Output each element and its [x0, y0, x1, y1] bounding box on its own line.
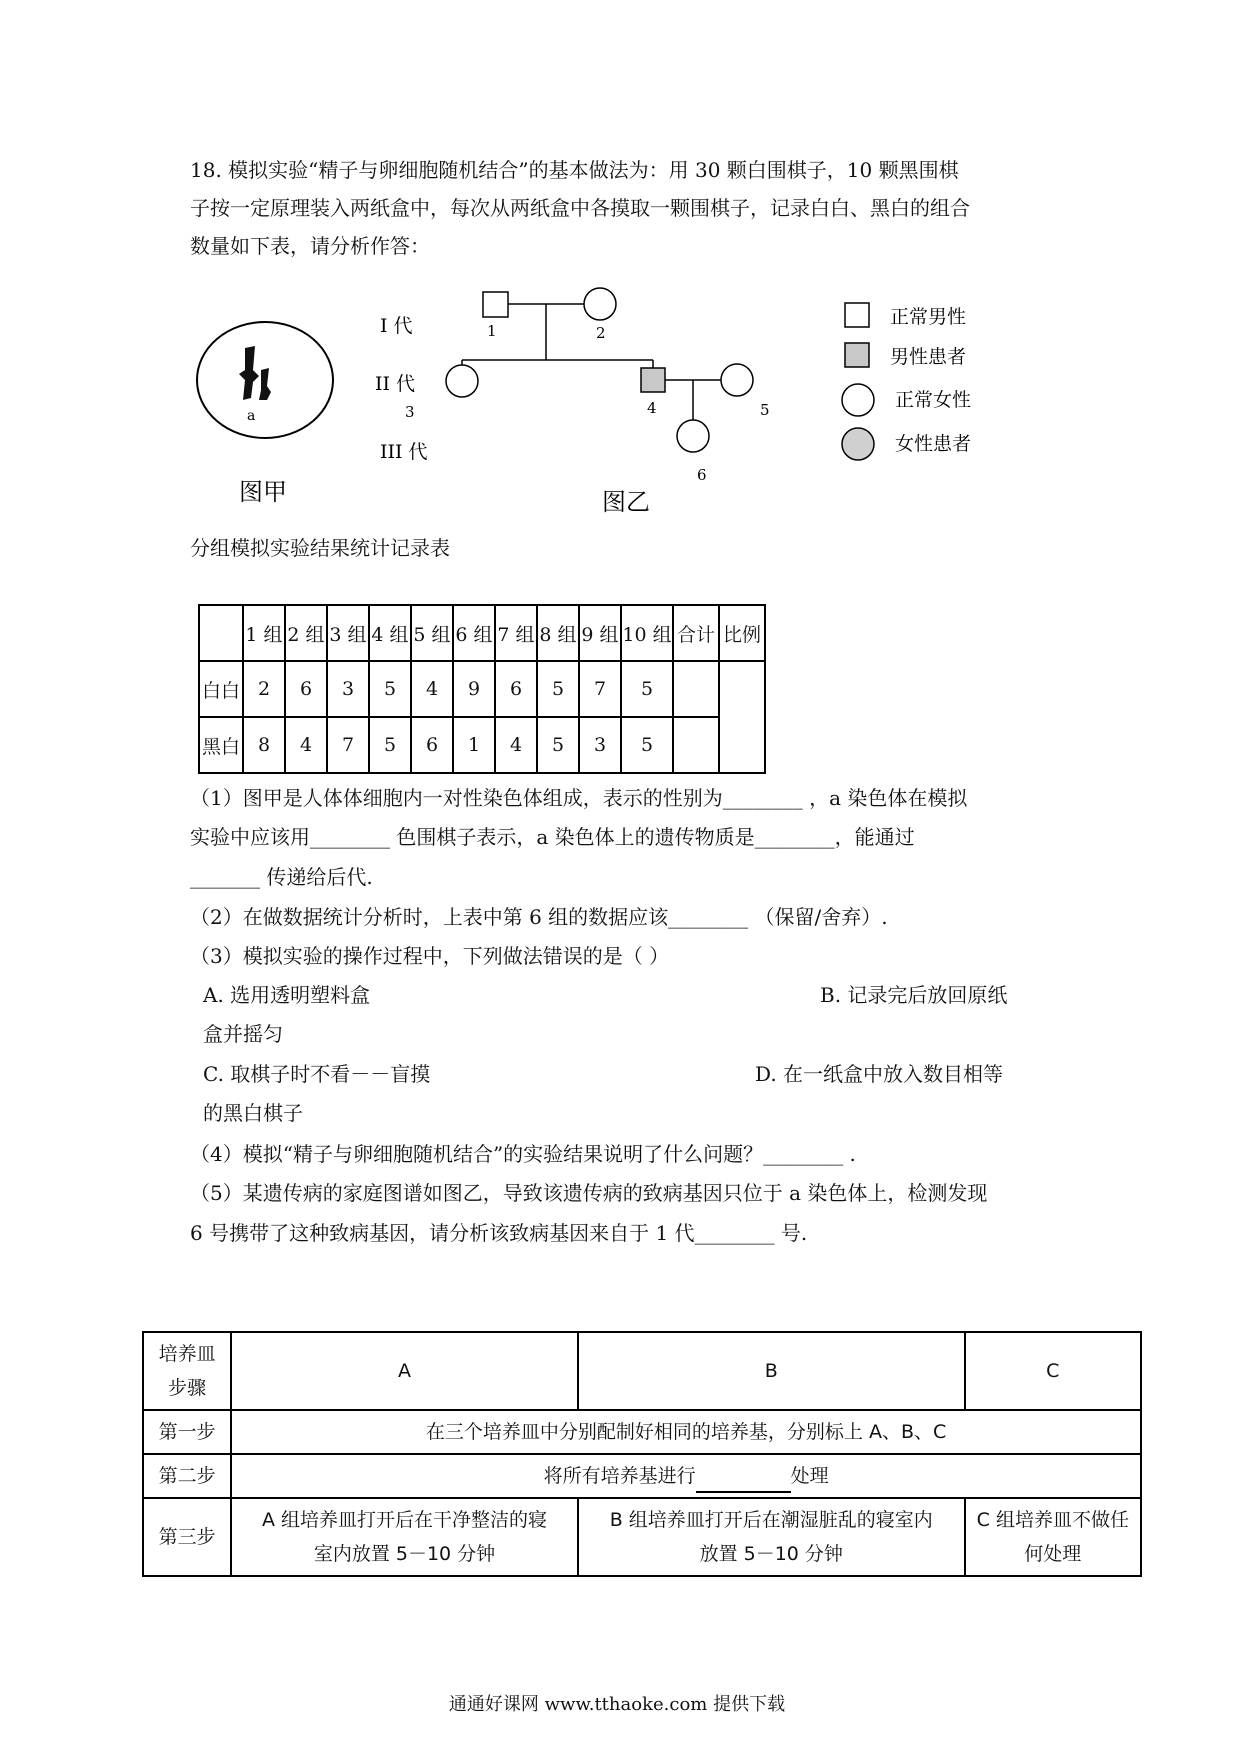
- option-a: A. 选用透明塑料盒: [203, 983, 371, 1007]
- pedigree-legend: [840, 298, 1040, 478]
- table1-header-cell: 9 组: [579, 605, 621, 661]
- legend-normal-male: 正常男性: [890, 306, 967, 328]
- number-3: 3: [405, 403, 415, 421]
- table1-header-cell: 7 组: [495, 605, 537, 661]
- corner-line-2: 步骤: [168, 1377, 207, 1399]
- number-5: 5: [760, 401, 770, 419]
- table1-header-cell: 5 组: [411, 605, 453, 661]
- experiment-results-table: [198, 604, 766, 774]
- culture-dish-table: [142, 1331, 1142, 1577]
- table1-header-cell: 合计: [673, 605, 719, 661]
- q1-line-c: _______ 传递给后代.: [190, 865, 373, 889]
- table1-cell: 6: [495, 661, 537, 717]
- generation-3-label: III 代: [380, 441, 428, 463]
- table1-cell: 8: [243, 717, 285, 773]
- q1-line-b: 实验中应该用________ 色围棋子表示，a 染色体上的遗传物质是________，能通过: [190, 825, 915, 849]
- table1-header-cell: 2 组: [285, 605, 327, 661]
- number-6: 6: [697, 466, 707, 484]
- step2-cell: [231, 1454, 1141, 1498]
- step1-text: 在三个培养皿中分别配制好相同的培养基，分别标上 A、B、C: [231, 1410, 1141, 1454]
- table1-header-cell: 10 组: [621, 605, 673, 661]
- table1-header-cell: 8 组: [537, 605, 579, 661]
- table1-header-cell: 4 组: [369, 605, 411, 661]
- step3-a-line-1: A 组培养皿打开后在干净整洁的寝: [261, 1509, 548, 1531]
- option-b-cont: 盒并摇匀: [203, 1022, 283, 1046]
- table1-header-cell: 比例: [719, 605, 765, 661]
- q1-line-a: （1）图甲是人体体细胞内一对性染色体组成，表示的性别为________ ，a 染色体在模拟: [190, 786, 968, 810]
- chromosome-label: a: [247, 408, 256, 424]
- table1-cell: 5: [621, 717, 673, 773]
- table1-header-cell: 1 组: [243, 605, 285, 661]
- number-2: 2: [596, 324, 606, 342]
- legend-affected-male: 男性患者: [890, 346, 967, 368]
- individual-3-normal-female: [446, 365, 478, 397]
- chromosome-y: [259, 368, 271, 400]
- table1-cell: 6: [285, 661, 327, 717]
- corner-line-1: 培养皿: [158, 1343, 216, 1365]
- table1-header-cell: 3 组: [327, 605, 369, 661]
- table2-col-a: A: [231, 1332, 578, 1410]
- number-1: 1: [487, 322, 497, 340]
- table1-cell: 5: [369, 717, 411, 773]
- table2-col-c: C: [965, 1332, 1141, 1410]
- table2-corner-cell: [143, 1332, 231, 1410]
- table1-cell: 黑白: [199, 717, 243, 773]
- table1-row-white-white: [199, 661, 765, 717]
- table1-cell: 3: [579, 717, 621, 773]
- individual-4-affected-male: [641, 368, 665, 392]
- table1-cell-ratio: [719, 661, 765, 773]
- table1-cell: 3: [327, 661, 369, 717]
- figure-yi-caption: 图乙: [602, 488, 650, 516]
- step3-c-cell: [965, 1498, 1141, 1576]
- table1-header-row: [199, 605, 765, 661]
- chromosome-x: [239, 346, 259, 400]
- table1-cell: 9: [453, 661, 495, 717]
- q5-line-a: （5）某遗传病的家庭图谱如图乙，导致该遗传病的致病基因只位于 a 染色体上，检测发现: [190, 1181, 988, 1205]
- generation-1-label: I 代: [380, 315, 413, 337]
- table1-row-black-white: [199, 717, 765, 773]
- figure-yi-pedigree: [370, 280, 820, 525]
- option-b: B. 记录完后放回原纸: [820, 983, 1008, 1007]
- table1-cell: 4: [411, 661, 453, 717]
- table2-col-b: B: [578, 1332, 965, 1410]
- individual-2-normal-female: [584, 288, 616, 320]
- table2-step3-row: [143, 1498, 1141, 1576]
- number-4: 4: [647, 399, 657, 417]
- individual-1-normal-male: [483, 292, 508, 317]
- question-line-3: 数量如下表，请分析作答：: [190, 234, 430, 258]
- table1-cell: [673, 717, 719, 773]
- step3-label: 第三步: [143, 1498, 231, 1576]
- option-c: C. 取棋子时不看－－盲摸: [203, 1062, 431, 1086]
- q4-line: （4）模拟“精子与卵细胞随机结合”的实验结果说明了什么问题？________ .: [190, 1142, 856, 1166]
- step2-before: 将所有培养基进行: [543, 1465, 696, 1487]
- table2-step2-row: [143, 1454, 1141, 1498]
- table1-cell: [673, 661, 719, 717]
- question-line-2: 子按一定原理装入两纸盒中，每次从两纸盒中各摸取一颗围棋子，记录白白、黑白的组合: [190, 196, 970, 220]
- table1-cell: 5: [537, 661, 579, 717]
- q3-line: （3）模拟实验的操作过程中，下列做法错误的是（ ）: [190, 944, 670, 968]
- table1-cell: 5: [537, 717, 579, 773]
- table2-step1-row: [143, 1410, 1141, 1454]
- step3-c-line-1: C 组培养皿不做任: [976, 1509, 1129, 1531]
- step2-after: 处理: [790, 1465, 829, 1487]
- legend-affected-female-icon: [842, 428, 874, 460]
- footer-source: 通通好课网 www.tthaoke.com 提供下载: [448, 1694, 786, 1715]
- q5-line-b: 6 号携带了这种致病基因，请分析该致病基因来自于 1 代________ 号.: [190, 1221, 808, 1245]
- table1-cell: 7: [579, 661, 621, 717]
- table1-cell: 5: [621, 661, 673, 717]
- table1-cell: 2: [243, 661, 285, 717]
- legend-normal-male-icon: [845, 303, 869, 327]
- table1-header-cell: [199, 605, 243, 661]
- figure-jia: [195, 320, 340, 520]
- individual-6-normal-female: [677, 420, 709, 452]
- table1-cell: 4: [495, 717, 537, 773]
- table1-cell: 4: [285, 717, 327, 773]
- table1-cell: 6: [411, 717, 453, 773]
- option-d: D. 在一纸盒中放入数目相等: [755, 1062, 1004, 1086]
- table1-title: 分组模拟实验结果统计记录表: [190, 536, 450, 560]
- step3-a-cell: [231, 1498, 578, 1576]
- step3-a-line-2: 室内放置 5－10 分钟: [313, 1543, 496, 1565]
- table2-header-row: [143, 1332, 1141, 1410]
- generation-2-label: II 代: [375, 373, 416, 395]
- table1-cell: 白白: [199, 661, 243, 717]
- question-line-1: 18. 模拟实验“精子与卵细胞随机结合”的基本做法为：用 30 颗白围棋子，10 颗黑围棋: [190, 158, 959, 182]
- legend-normal-female: 正常女性: [895, 389, 972, 411]
- legend-affected-female: 女性患者: [895, 433, 972, 455]
- table1-cell: 7: [327, 717, 369, 773]
- individual-5-normal-female: [721, 364, 753, 396]
- table1-cell: 5: [369, 661, 411, 717]
- step2-label: 第二步: [143, 1454, 231, 1498]
- legend-affected-male-icon: [845, 343, 869, 367]
- step3-c-line-2: 何处理: [1024, 1543, 1082, 1565]
- step3-b-cell: [578, 1498, 965, 1576]
- q2-line: （2）在做数据统计分析时，上表中第 6 组的数据应该________ （保留/舍弃）.: [190, 905, 888, 929]
- table1-cell: 1: [453, 717, 495, 773]
- step1-label: 第一步: [143, 1410, 231, 1454]
- table1-header-cell: 6 组: [453, 605, 495, 661]
- option-d-cont: 的黑白棋子: [203, 1101, 303, 1125]
- legend-normal-female-icon: [842, 384, 874, 416]
- step2-blank: [696, 1471, 791, 1493]
- figure-jia-caption: 图甲: [239, 478, 287, 506]
- step3-b-line-1: B 组培养皿打开后在潮湿脏乱的寝室内: [609, 1509, 933, 1531]
- step3-b-line-2: 放置 5－10 分钟: [699, 1543, 843, 1565]
